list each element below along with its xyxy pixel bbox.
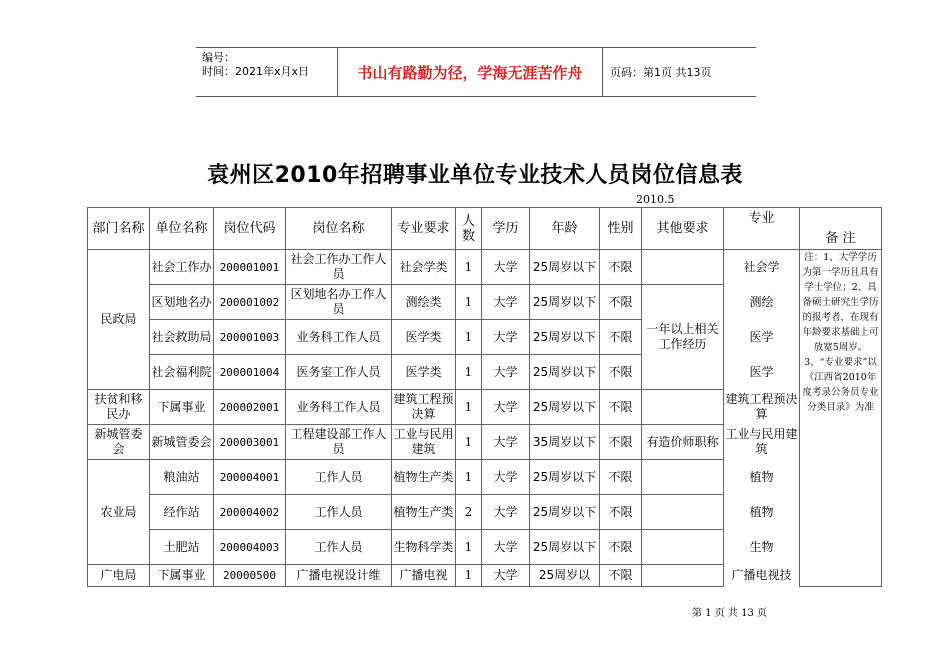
age-cell: 25周岁以下 <box>530 460 600 495</box>
edu-cell: 大学 <box>482 355 530 390</box>
unit-cell: 区划地名办 <box>150 285 214 320</box>
code-cell: 200004002 <box>214 495 286 530</box>
dept-cell: 农业局 <box>88 460 150 565</box>
major-cell: 植物 <box>724 495 800 530</box>
other-cell <box>642 250 724 285</box>
major-cell: 广播电视技 <box>724 565 800 587</box>
gender-cell: 不限 <box>600 285 642 320</box>
post-cell: 工作人员 <box>286 495 392 530</box>
document-date: 2010.5 <box>636 193 675 206</box>
major-req-cell: 植物生产类 <box>392 460 456 495</box>
table-row <box>88 390 882 425</box>
major-req-cell: 植物生产类 <box>392 495 456 530</box>
edu-cell: 大学 <box>482 530 530 565</box>
table-row <box>88 320 882 355</box>
col-header-post: 岗位名称 <box>286 208 392 250</box>
code-cell: 200004003 <box>214 530 286 565</box>
document-header <box>196 47 756 97</box>
age-cell: 25周岁以下 <box>530 250 600 285</box>
other-cell <box>642 530 724 565</box>
post-cell: 工程建设部工作人员 <box>286 425 392 460</box>
table-header-row <box>88 208 882 250</box>
major-req-cell: 医学类 <box>392 355 456 390</box>
col-header-unit: 单位名称 <box>150 208 214 250</box>
age-cell: 25周岁以 <box>530 565 600 587</box>
major-cell: 建筑工程预决算 <box>724 390 800 425</box>
post-cell: 医务室工作人员 <box>286 355 392 390</box>
major-req-cell: 生物科学类 <box>392 530 456 565</box>
dept-cell: 扶贫和移民办 <box>88 390 150 425</box>
table-row <box>88 285 882 320</box>
edu-cell: 大学 <box>482 320 530 355</box>
dept-cell: 民政局 <box>88 250 150 390</box>
unit-cell: 社会福利院 <box>150 355 214 390</box>
col-header-other: 其他要求 <box>642 208 724 250</box>
table-row <box>88 460 882 495</box>
dept-cell: 广电局 <box>88 565 150 587</box>
table-row <box>88 250 882 285</box>
count-cell: 1 <box>456 285 482 320</box>
major-req-cell: 医学类 <box>392 320 456 355</box>
unit-cell: 土肥站 <box>150 530 214 565</box>
positions-table <box>87 207 882 587</box>
page-title: 袁州区2010年招聘事业单位专业技术人员岗位信息表 <box>207 163 743 188</box>
major-req-cell: 测绘类 <box>392 285 456 320</box>
time-label: 时间：2021年x月x日 <box>202 65 310 78</box>
post-cell: 区划地名办工作人员 <box>286 285 392 320</box>
header-meta <box>196 48 338 96</box>
table-row <box>88 565 882 587</box>
edu-cell: 大学 <box>482 250 530 285</box>
major-cell: 医学 <box>724 355 800 390</box>
dept-cell: 新城管委会 <box>88 425 150 460</box>
unit-cell: 下属事业 <box>150 565 214 587</box>
post-cell: 业务科工作人员 <box>286 320 392 355</box>
gender-cell: 不限 <box>600 460 642 495</box>
header-page-label: 页码：第1页 共13页 <box>610 66 712 79</box>
count-cell: 1 <box>456 390 482 425</box>
col-header-age: 年龄 <box>530 208 600 250</box>
code-cell: 200001002 <box>214 285 286 320</box>
count-cell: 1 <box>456 530 482 565</box>
page-footer: 第 1 页 共 13 页 <box>692 608 767 619</box>
code-cell: 200004001 <box>214 460 286 495</box>
post-cell: 工作人员 <box>286 530 392 565</box>
col-header-major: 专业 <box>724 208 800 250</box>
other-cell <box>642 495 724 530</box>
gender-cell: 不限 <box>600 565 642 587</box>
code-cell: 200001004 <box>214 355 286 390</box>
remark-cell: 注：1、大学学历为第一学历且具有学士学位；2、具备硕士研究生学历的报考者，在现有年龄要求基础上可放宽5周岁。3、“专业要求”以《江西省2010年度考录公务员专业分类目录》为准 <box>800 250 882 587</box>
col-header-remark: 备 注 <box>800 208 882 250</box>
major-req-cell: 工业与民用建筑 <box>392 425 456 460</box>
major-req-cell: 社会学类 <box>392 250 456 285</box>
unit-cell: 粮油站 <box>150 460 214 495</box>
table-row <box>88 355 882 390</box>
col-header-dept: 部门名称 <box>88 208 150 250</box>
col-header-count: 人数 <box>456 208 482 250</box>
age-cell: 25周岁以下 <box>530 530 600 565</box>
major-cell: 社会学 <box>724 250 800 285</box>
edu-cell: 大学 <box>482 495 530 530</box>
major-cell: 生物 <box>724 530 800 565</box>
edu-cell: 大学 <box>482 285 530 320</box>
number-label: 编号： <box>202 51 235 64</box>
count-cell: 2 <box>456 495 482 530</box>
unit-cell: 经作站 <box>150 495 214 530</box>
edu-cell: 大学 <box>482 425 530 460</box>
unit-cell: 社会救助局 <box>150 320 214 355</box>
age-cell: 35周岁以下 <box>530 425 600 460</box>
age-cell: 25周岁以下 <box>530 495 600 530</box>
age-cell: 25周岁以下 <box>530 355 600 390</box>
age-cell: 25周岁以下 <box>530 285 600 320</box>
count-cell: 1 <box>456 355 482 390</box>
count-cell: 1 <box>456 320 482 355</box>
gender-cell: 不限 <box>600 390 642 425</box>
header-motto: 书山有路勤为径，学海无涯苦作舟 <box>338 48 603 96</box>
post-cell: 广播电视设计维 <box>286 565 392 587</box>
count-cell: 1 <box>456 460 482 495</box>
count-cell: 1 <box>456 425 482 460</box>
col-header-edu: 学历 <box>482 208 530 250</box>
edu-cell: 大学 <box>482 565 530 587</box>
age-cell: 25周岁以下 <box>530 320 600 355</box>
gender-cell: 不限 <box>600 530 642 565</box>
major-cell: 工业与民用建筑 <box>724 425 800 460</box>
major-req-cell: 建筑工程预决算 <box>392 390 456 425</box>
unit-cell: 新城管委会 <box>150 425 214 460</box>
post-cell: 工作人员 <box>286 460 392 495</box>
major-cell: 医学 <box>724 320 800 355</box>
major-cell: 测绘 <box>724 285 800 320</box>
edu-cell: 大学 <box>482 460 530 495</box>
post-cell: 社会工作办工作人员 <box>286 250 392 285</box>
gender-cell: 不限 <box>600 355 642 390</box>
code-cell: 200003001 <box>214 425 286 460</box>
count-cell: 1 <box>456 565 482 587</box>
col-header-code: 岗位代码 <box>214 208 286 250</box>
col-header-major-req: 专业要求 <box>392 208 456 250</box>
count-cell: 1 <box>456 250 482 285</box>
other-cell <box>642 390 724 425</box>
table-row <box>88 425 882 460</box>
table-row <box>88 495 882 530</box>
other-cell: 有造价师职称 <box>642 425 724 460</box>
other-cell <box>642 565 724 587</box>
code-cell: 200002001 <box>214 390 286 425</box>
other-cell <box>642 460 724 495</box>
gender-cell: 不限 <box>600 250 642 285</box>
age-cell: 25周岁以下 <box>530 390 600 425</box>
gender-cell: 不限 <box>600 320 642 355</box>
col-header-gender: 性别 <box>600 208 642 250</box>
major-req-cell: 广播电视 <box>392 565 456 587</box>
edu-cell: 大学 <box>482 390 530 425</box>
table-row <box>88 530 882 565</box>
gender-cell: 不限 <box>600 495 642 530</box>
code-cell: 200001001 <box>214 250 286 285</box>
major-cell: 植物 <box>724 460 800 495</box>
other-cell: 一年以上相关工作经历 <box>642 285 724 390</box>
post-cell: 业务科工作人员 <box>286 390 392 425</box>
code-cell: 20000500 <box>214 565 286 587</box>
unit-cell: 下属事业 <box>150 390 214 425</box>
gender-cell: 不限 <box>600 425 642 460</box>
code-cell: 200001003 <box>214 320 286 355</box>
unit-cell: 社会工作办 <box>150 250 214 285</box>
